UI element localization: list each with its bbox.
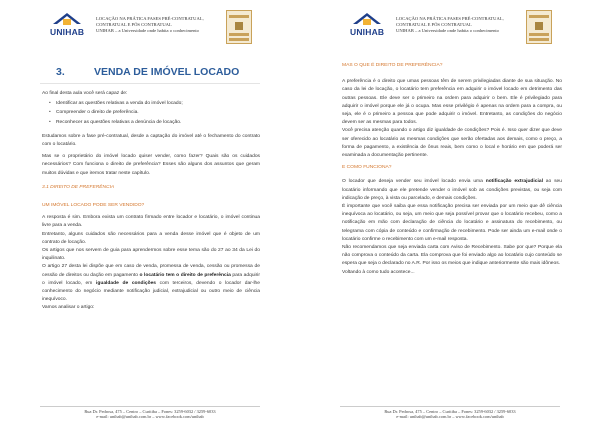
emphasis-text: notificação extrajudicial (485, 179, 543, 185)
section-heading: 3.1 DIREITO DE PREFERÊNCIA (42, 184, 115, 190)
paragraph-text: O locador que deseja vender seu imóvel locado envia uma (342, 179, 486, 185)
footer-divider (40, 406, 260, 407)
seal-badge (226, 10, 252, 44)
paragraph: A preferência é o direito que umas pessoas têm de serem privilegiadas diante de sua situação. No caso da lei de locação, o locatário tem preferência em adquirir o imóvel locado em detrimento das outras pessoas. Ele deve ser o primeiro na ordem para adquirir o bem. Ele é privilegiado para adquirir o imóvel porque ele já o ocupa. Mas esse privilégio é apenas na ordem para a compra, ou seja, ele é o primeiro a pessoa que pode adquirir o imóvel. Entretanto, as condições do negócio devem ser as mesmas para todos. (342, 79, 562, 126)
paragraph: Mas se o proprietário do imóvel locado quiser vender, como fazer? Quais são os cuidados necessários? Com funciona o direito de preferência? Esses são alguns dos assuntos que geram muitos dúvidas e que iremos tratar neste capítulo. (42, 154, 260, 176)
house-roof-icon (52, 12, 82, 26)
header-line-3: UNIHAB – a Universidade onde habita o conhecimento (96, 28, 199, 33)
footer-divider (340, 406, 560, 407)
house-roof-icon (352, 12, 382, 26)
header-text (96, 16, 204, 34)
paragraph: Estudamos sobre a fase pré-contratual, desde a captação do imóvel até o fechamento do contrato com o locatário. (42, 133, 260, 148)
paragraph: Os artigos que nos servem de guia para aprendermos sobre esse tema são do 27 ao 34 da Lei do inquilinato. (42, 248, 260, 262)
list-item: • Reconhecer as questões relativas a denúncia de locação. (42, 119, 260, 127)
header-text (396, 16, 504, 34)
paragraph: Você precisa atenção quando o artigo diz igualdade de condições? Pois é. Isso quer dizer que deve ser oferecido ao locatário as mesmas condições que serão ofertadas aos demais, como o preço, a forma de pagamento, a existência de ônus reais, bem como o local e horário em que poderá ser examinada a documentação pertinente. (342, 128, 562, 159)
paragraph-text: com terceiros, devendo o locador dar-lhe conhecimento do negócio mediante notificação judicial, extrajudicial ou outro meio de ciência inequívoco. (42, 280, 260, 303)
paragraph (42, 263, 260, 304)
unihab-logo (350, 12, 385, 42)
paragraph (342, 178, 562, 203)
emphasis-text: o locatário tem o direito de preferência (139, 272, 231, 278)
emphasis-text: igualdade de condições (96, 280, 157, 286)
unihab-logo (50, 12, 85, 42)
section-heading: MAS O QUE É DIREITO DE PREFERÊNCIA? (342, 63, 443, 68)
unihab-logo-text: UNIHAB (50, 27, 85, 37)
paragraph-text: ao seu locatário informando que ele pretende vender o imóvel sob as condições previstas, ou seja com indicação de preço, à vista ou parcelado, e demais condições. (342, 179, 563, 201)
chapter-title: VENDA DE IMÓVEL LOCADO (94, 66, 240, 78)
footer-address: Rua Dr. Pedrosa, 475 – Centro – Curitiba – Fones: 3259-6032 / 3259-6033 (84, 408, 216, 414)
header-line-1: LOCAÇÃO NA PRÁTICA FASES PRÉ-CONTRATUAL, (96, 16, 204, 21)
header-line-3: UNIHAB – a Universidade onde habita o conhecimento (396, 28, 499, 33)
paragraph: A resposta é sim. Embora exista um contrato firmado entre locador e locatário, o imóvel continua livre para a venda. (42, 215, 260, 229)
header-line-2: CONTRATUAL E PÓS CONTRATUAL (96, 22, 172, 27)
paragraph: Voltando à como tudo acontece... (342, 269, 415, 275)
paragraph: Vamos analisar o artigo: (42, 305, 95, 311)
page-header (300, 8, 600, 50)
footer-address: Rua Dr. Pedrosa, 475 – Centro – Curitiba – Fones: 3259-6032 / 3259-6033 (384, 408, 516, 414)
page-header (0, 8, 300, 50)
footer-contact: e-mail: unihab@unihab.com.br – www.facebook.com/unihab (96, 414, 204, 420)
chapter-number: 3. (56, 66, 65, 78)
paragraph-text: O artigo 27 desta lei dispõe que em caso de venda, promessa de venda, cessão ou promessa de cessão de direitos ou dação em pagamento (42, 264, 260, 278)
left-body (42, 90, 260, 313)
list-item: • Compreender o direito de preferência. (42, 109, 260, 117)
page-footer (0, 409, 300, 420)
footer-contact: e-mail: unihab@unihab.com.br – www.facebook.com/unihab (396, 414, 504, 420)
paragraph: Não recomendamos que seja enviada carta com Aviso de Recebimento. Sabe por que? Porque ela não comprova o conteúdo da carta. Ela comprova que foi enviado algo ao locatário cujo conteúdo se espera que seja o declarado no A.R. Por isso os meios que indique anteriormente são mais idôneos. (342, 245, 562, 267)
right-body (342, 62, 562, 277)
objectives-list (42, 100, 260, 127)
subsection-heading: UM IMÓVEL LOCADO PODE SER VENDIDO? (42, 203, 145, 209)
section-heading: E COMO FUNCIONA? (342, 165, 392, 171)
unihab-logo-text: UNIHAB (350, 27, 385, 37)
list-item: • Identificar as questões relativas a venda do imóvel locado; (42, 100, 260, 108)
seal-badge (526, 10, 552, 44)
chapter-divider (40, 83, 260, 84)
right-page (300, 0, 600, 424)
paragraph: Entretanto, alguns cuidados são necessários para a venda desse imóvel que é objeto de um contrato de locação. (42, 231, 260, 245)
page-footer (300, 409, 600, 420)
paragraph-text: para adquirir o imóvel locado, em (42, 272, 260, 286)
paragraph: É importante que você saiba que essa notificação precisa ser enviada por um meio que dê ciência inequívoca ao locatário, ou seja, um meio que seja possível provar que o locatário recebeu, como a notificação em mão com declaração de ciência do locatário e assinatura do recebimento, ou telegrama com cópia de conteúdo e confirmação de recebimento. Pode ser ainda um e-mail onde o locatário confirme o recebimento com um e-mail resposta. (342, 204, 562, 242)
header-line-1: LOCAÇÃO NA PRÁTICA FASES PRÉ-CONTRATUAL, (396, 16, 504, 21)
intro-text: Ao final desta aula você será capaz de: (42, 91, 128, 96)
header-line-2: CONTRATUAL E PÓS CONTRATUAL (396, 22, 472, 27)
